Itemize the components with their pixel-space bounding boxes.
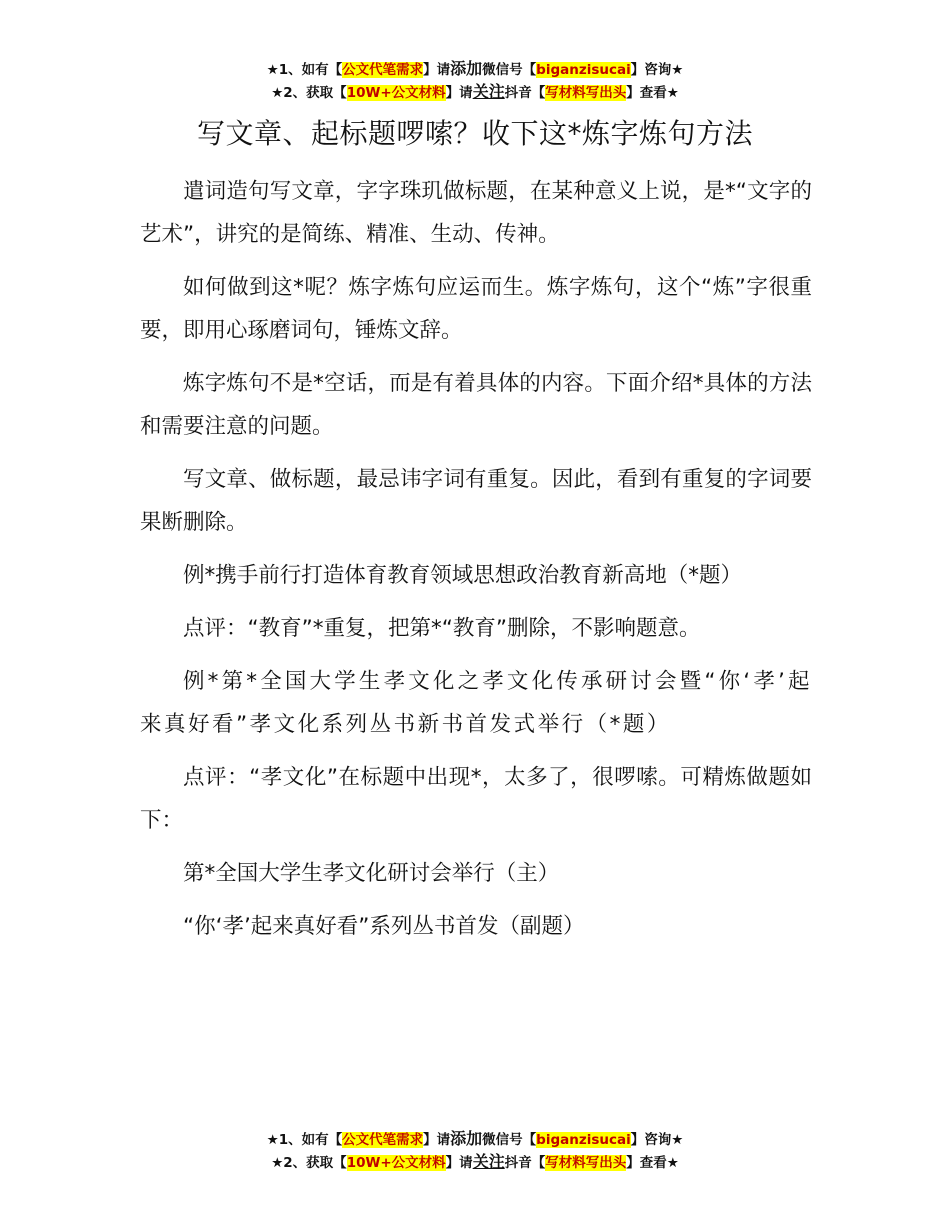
paragraph: 第*全国大学生孝文化研讨会举行（主） <box>183 861 560 886</box>
banner-line-2 <box>0 1151 950 1174</box>
banner-emphasis: 关注 <box>472 1152 505 1171</box>
paragraph: 点评：“教育”*重复，把第*“教育”删除，不影响题意。 <box>183 616 701 641</box>
banner-text: 抖音【 <box>504 85 546 101</box>
banner-text: ★1、如有【 <box>266 62 343 78</box>
highlight-wechat-id: biganzisucai <box>536 1132 631 1148</box>
banner-emphasis: 添加 <box>450 59 483 78</box>
header-banner <box>0 58 950 104</box>
banner-line-2 <box>0 81 950 104</box>
document-body <box>140 170 812 958</box>
paragraph: 例*第*全国大学生孝文化之孝文化传承研讨会暨“你‘孝’起来真好看”孝文化系列丛书新书首发式举行（*题） <box>140 669 812 737</box>
banner-text: 】咨询★ <box>630 1132 684 1148</box>
paragraph: 如何做到这*呢？炼字炼句应运而生。炼字炼句，这个“炼”字很重要，即用心琢磨词句，锤炼文辞。 <box>140 275 812 343</box>
paragraph: 遣词造句写文章，字字珠玑做标题，在某种意义上说，是*“文字的艺术”，讲究的是简练、精准、生动、传神。 <box>140 179 812 247</box>
banner-emphasis: 关注 <box>472 82 505 101</box>
banner-emphasis: 添加 <box>450 1129 483 1148</box>
paragraph: 例*携手前行打造体育教育领域思想政治教育新高地（*题） <box>183 563 743 588</box>
paragraph: 写文章、做标题，最忌讳字词有重复。因此，看到有重复的字词要果断删除。 <box>140 467 812 535</box>
paragraph: 点评：“孝文化”在标题中出现*，太多了，很啰嗦。可精炼做题如下： <box>140 765 812 833</box>
banner-text: 】查看★ <box>626 85 679 101</box>
banner-text: ★2、获取【 <box>271 85 347 101</box>
highlight-service: 公文代笔需求 <box>342 1132 424 1148</box>
highlight-wechat-id: biganzisucai <box>536 62 631 78</box>
highlight-douyin: 写材料写出头 <box>545 1155 627 1171</box>
highlight-materials: 10W+公文材料 <box>346 1155 446 1171</box>
footer-banner <box>0 1128 950 1174</box>
banner-text: ★2、获取【 <box>271 1155 347 1171</box>
banner-line-1 <box>0 58 950 81</box>
banner-text: 】请 <box>423 1132 451 1148</box>
banner-text: 】咨询★ <box>630 62 684 78</box>
banner-text: 】请 <box>445 1155 473 1171</box>
highlight-service: 公文代笔需求 <box>342 62 424 78</box>
banner-text: 微信号【 <box>482 1132 537 1148</box>
banner-text: 】请 <box>423 62 451 78</box>
banner-text: 抖音【 <box>504 1155 546 1171</box>
highlight-douyin: 写材料写出头 <box>545 85 627 101</box>
banner-text: 】查看★ <box>626 1155 679 1171</box>
banner-text: 】请 <box>445 85 473 101</box>
highlight-materials: 10W+公文材料 <box>346 85 446 101</box>
banner-text: ★1、如有【 <box>266 1132 343 1148</box>
page-title: 写文章、起标题啰嗦？收下这*炼字炼句方法 <box>196 117 753 150</box>
paragraph: 炼字炼句不是*空话，而是有着具体的内容。下面介绍*具体的方法和需要注意的问题。 <box>140 371 812 439</box>
banner-line-1 <box>0 1128 950 1151</box>
paragraph: “你‘孝’起来真好看”系列丛书首发（副题） <box>183 914 585 939</box>
banner-text: 微信号【 <box>482 62 537 78</box>
